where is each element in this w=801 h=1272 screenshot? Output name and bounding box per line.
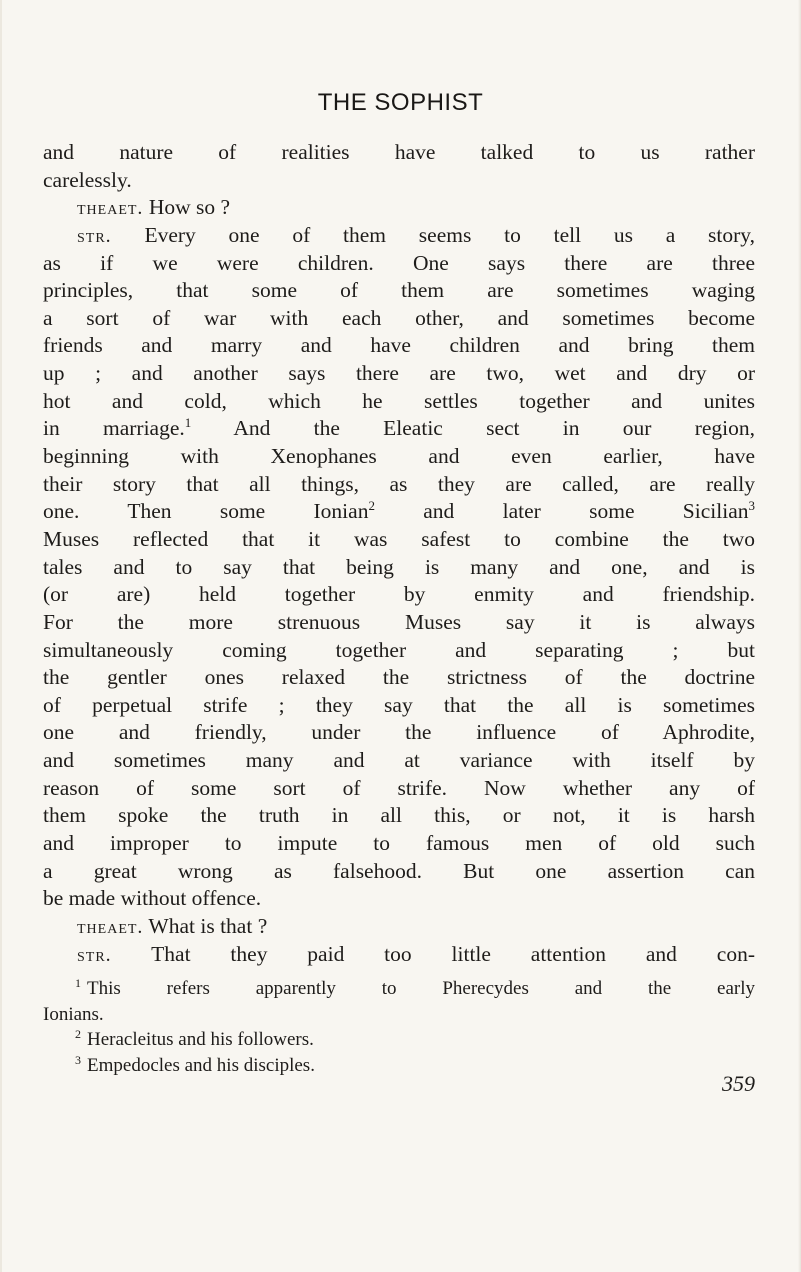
text-line bbox=[43, 664, 755, 692]
line-text: a sort of war with each other, and sometimes become bbox=[43, 305, 755, 330]
text-line bbox=[43, 692, 755, 720]
footnote-text: This refers apparently to Pherecydes and the early bbox=[87, 978, 755, 999]
line-text: be made without offence. bbox=[43, 886, 262, 911]
footnotes bbox=[43, 976, 755, 1078]
text-line bbox=[43, 526, 755, 554]
line-text: For the more strenuous Muses say it is always bbox=[43, 609, 755, 634]
line-text: simultaneously coming together and separating ; but bbox=[43, 637, 755, 662]
speaker-label: str. bbox=[77, 943, 112, 966]
line-text: Muses reflected that it was safest to combine the two bbox=[43, 526, 755, 551]
footnote-line bbox=[43, 1027, 755, 1053]
text-line bbox=[43, 830, 755, 858]
text-line bbox=[43, 388, 755, 416]
page-number: 359 bbox=[722, 1071, 755, 1096]
line-text: That they paid too little attention and con- bbox=[111, 941, 755, 966]
speaker-label: theaet. bbox=[77, 915, 144, 938]
page-spine-edge bbox=[0, 0, 2, 1272]
text-line bbox=[43, 747, 755, 775]
text-line bbox=[43, 139, 755, 167]
line-text: the gentler ones relaxed the strictness of the doctrine bbox=[43, 665, 755, 690]
line-text: of perpetual strife ; they say that the all is sometimes bbox=[43, 692, 755, 717]
footnote-line bbox=[43, 976, 755, 1002]
text-line bbox=[43, 250, 755, 278]
line-text: a great wrong as falsehood. But one assertion can bbox=[43, 858, 755, 883]
text-line bbox=[43, 415, 755, 443]
footnote-reference: 2 bbox=[368, 498, 375, 514]
line-text: carelessly. bbox=[43, 167, 132, 192]
line-text: Every one of them seems to tell us a story, bbox=[111, 222, 755, 247]
text-line bbox=[43, 885, 755, 913]
footnote-line bbox=[43, 1053, 755, 1079]
text-line bbox=[43, 581, 755, 609]
line-text: principles, that some of them are sometimes waging bbox=[43, 278, 755, 303]
text-line bbox=[43, 443, 755, 471]
footnote-text: Empedocles and his disciples. bbox=[87, 1054, 315, 1076]
text-line bbox=[43, 194, 755, 222]
text-line bbox=[43, 802, 755, 830]
line-text: them spoke the truth in all this, or not, it is harsh bbox=[43, 803, 755, 828]
footnote-reference: 1 bbox=[184, 415, 192, 431]
line-text: up ; and another says there are two, wet and dry or bbox=[43, 361, 755, 386]
footnote-number: 3 bbox=[75, 1052, 81, 1067]
footnote-number: 1 bbox=[75, 976, 81, 990]
line-text: tales and to say that being is many and one, and is bbox=[43, 554, 755, 579]
line-text: and improper to impute to famous men of old such bbox=[43, 831, 755, 856]
text-line bbox=[43, 167, 755, 195]
footnote-reference: 3 bbox=[748, 498, 755, 514]
line-text: in marriage. bbox=[43, 416, 185, 441]
text-line bbox=[43, 277, 755, 305]
line-text: their story that all things, as they are called, are really bbox=[43, 471, 755, 496]
line-text: and sometimes many and at variance with itself by bbox=[43, 748, 755, 773]
footnote-text: Ionians. bbox=[43, 1003, 104, 1025]
footnote-line bbox=[43, 1002, 755, 1028]
line-text: beginning with Xenophanes and even earlier, have bbox=[43, 444, 755, 469]
text-line bbox=[43, 471, 755, 499]
line-text: (or are) held together by enmity and friendship. bbox=[43, 582, 755, 607]
line-text: What is that ? bbox=[143, 913, 268, 938]
line-text: one. Then some Ionian bbox=[43, 499, 369, 524]
speaker-label: str. bbox=[77, 224, 112, 247]
text-line bbox=[43, 305, 755, 333]
footnote-text: Heracleitus and his followers. bbox=[87, 1029, 314, 1050]
text-line bbox=[43, 719, 755, 747]
text-line bbox=[43, 222, 755, 250]
body-text bbox=[43, 139, 755, 968]
line-text: And the Eleatic sect in our region, bbox=[191, 416, 755, 441]
running-head: THE SOPHIST bbox=[317, 89, 484, 116]
line-text: and nature of realities have talked to us rather bbox=[43, 140, 755, 164]
text-line bbox=[43, 941, 755, 969]
text-line bbox=[43, 498, 755, 526]
line-text: as if we were children. One says there are three bbox=[43, 250, 755, 275]
text-line bbox=[43, 637, 755, 665]
line-text: hot and cold, which he settles together and unites bbox=[43, 388, 755, 413]
text-line bbox=[43, 609, 755, 637]
text-line bbox=[43, 360, 755, 388]
line-text: friends and marry and have children and bring them bbox=[43, 333, 755, 358]
line-text: How so ? bbox=[143, 195, 231, 220]
line-text: and later some Sicilian bbox=[374, 499, 749, 524]
text-line bbox=[43, 913, 755, 941]
line-text: reason of some sort of strife. Now whether any of bbox=[43, 775, 755, 800]
line-text: one and friendly, under the influence of Aphrodite, bbox=[43, 720, 755, 745]
text-line bbox=[43, 858, 755, 886]
text-line bbox=[43, 554, 755, 582]
text-line bbox=[43, 775, 755, 803]
footnote-number: 2 bbox=[75, 1027, 81, 1041]
speaker-label: theaet. bbox=[77, 197, 144, 220]
text-line bbox=[43, 332, 755, 360]
